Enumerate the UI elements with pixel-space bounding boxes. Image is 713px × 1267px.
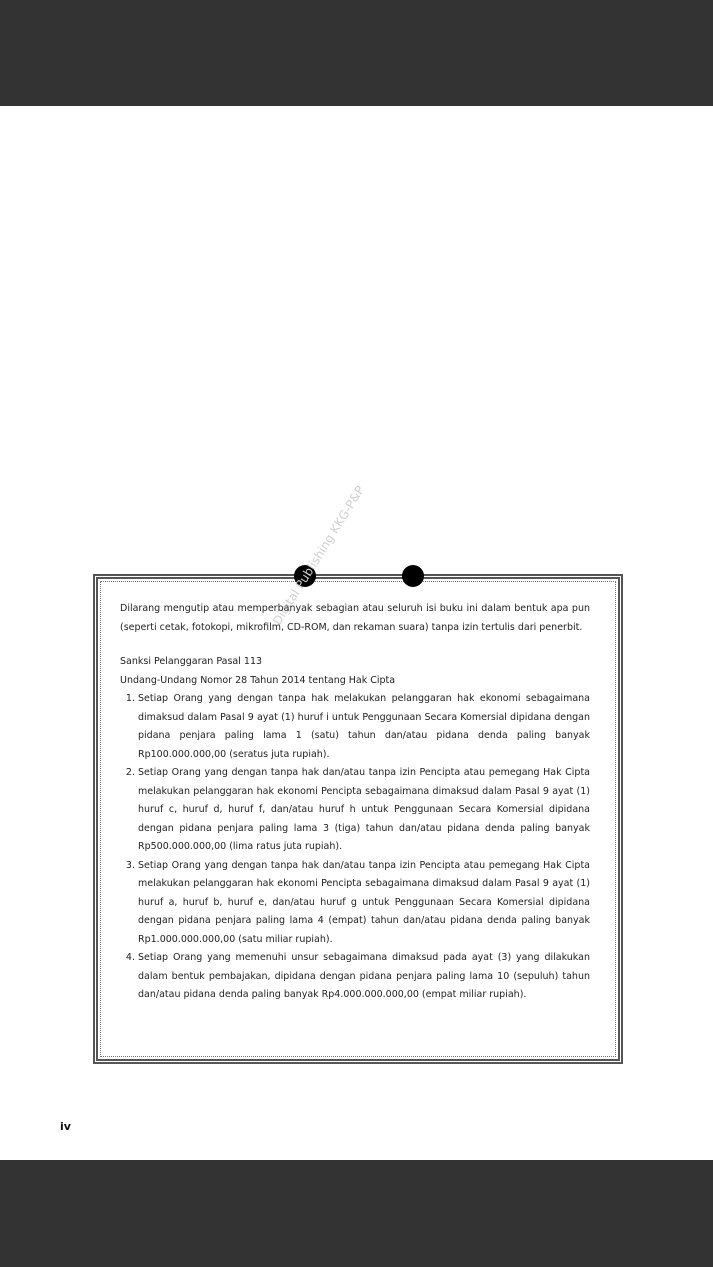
bottom-toolbar <box>0 1160 713 1267</box>
sanksi-title: Sanksi Pelanggaran Pasal 113 <box>120 656 263 667</box>
sanksi-item-3: 3. Setiap Orang yang dengan tanpa hak dan/atau tanpa izin Pencipta atau pemegang Hak Cipta melakukan pelanggaran hak ekonomi Pencipta sebagaimana dimaksud dalam Pasal 9 ayat (1) huruf a, huruf b, huruf e, dan/atau huruf g untuk Penggunaan Secara Komersial dipidana dengan pidana penjara paling lama 4 (empat) tahun dan/atau pidana denda paling banyak Rp1.000.000.000,00 (satu miliar rupiah). <box>138 857 590 950</box>
sanksi-list <box>120 690 590 1005</box>
sanksi-subtitle: Undang-Undang Nomor 28 Tahun 2014 tentang Hak Cipta <box>120 674 396 686</box>
top-toolbar <box>0 0 713 106</box>
page-number: iv <box>60 1120 71 1133</box>
binder-hole-right <box>402 565 424 587</box>
watermark-text: Digital Publishing KKG-P&P <box>270 483 368 628</box>
sanksi-item-4: 4. Setiap Orang yang memenuhi unsur sebagaimana dimaksud pada ayat (3) yang dilakukan dalam bentuk pembajakan, dipidana dengan pidana penjara paling lama 10 (sepuluh) tahun dan/atau pidana denda paling banyak Rp4.000.000.000,00 (empat miliar rupiah). <box>138 949 590 1005</box>
copyright-notice <box>120 600 590 1005</box>
sanksi-item-1: 1. Setiap Orang yang dengan tanpa hak melakukan pelanggaran hak ekonomi sebagaimana dimaksud dalam Pasal 9 ayat (1) huruf i untuk Penggunaan Secara Komersial dipidana dengan pidana penjara paling lama 1 (satu) tahun dan/atau pidana denda paling banyak Rp100.000.000,00 (seratus juta rupiah). <box>138 690 590 764</box>
sanksi-section <box>120 653 590 1005</box>
copyright-intro: Dilarang mengutip atau memperbanyak sebagian atau seluruh isi buku ini dalam bentuk apa pun (seperti cetak, fotokopi, mikrofilm, CD-ROM, dan rekaman suara) tanpa izin tertulis dari penerbit. <box>120 603 590 633</box>
sanksi-item-2: 2. Setiap Orang yang dengan tanpa hak dan/atau tanpa izin Pencipta atau pemegang Hak Cipta melakukan pelanggaran hak ekonomi Pencipta sebagaimana dimaksud dalam Pasal 9 ayat (1) huruf c, huruf d, huruf f, dan/atau huruf h untuk Penggunaan Secara Komersial dipidana dengan pidana penjara paling lama 3 (tiga) tahun dan/atau pidana denda paling banyak Rp500.000.000,00 (lima ratus juta rupiah). <box>138 764 590 857</box>
